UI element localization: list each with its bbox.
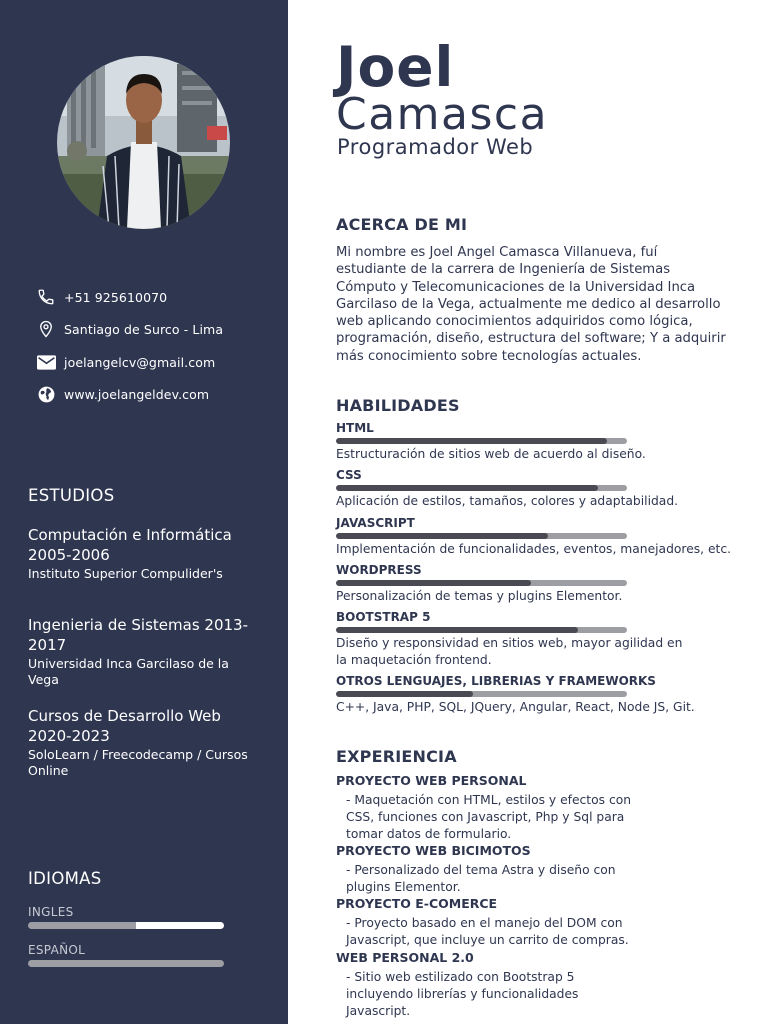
skill-bar xyxy=(336,438,627,444)
education-institution: SoloLearn / Freecodecamp / Cursos Online xyxy=(28,747,248,778)
language-name: INGLES xyxy=(28,905,74,919)
skill-name: HTML xyxy=(336,421,374,435)
experience-description: - Maquetación con HTML, estilos y efectos con CSS, funciones con Javascript, Php y Sql para tomar datos de formulario. xyxy=(346,793,632,841)
education-item xyxy=(28,706,260,779)
skill-bar-fill xyxy=(336,485,598,491)
skill-description: C++, Java, PHP, SQL, JQuery, Angular, React, Node JS, Git. xyxy=(336,700,695,714)
location-pin-icon xyxy=(36,319,56,339)
experience-title: PROYECTO E-COMERCE xyxy=(336,896,498,911)
phone-icon xyxy=(36,287,56,307)
email-icon xyxy=(36,352,56,372)
skill-bar-fill xyxy=(336,438,607,444)
education-institution: Instituto Superior Compulider's xyxy=(28,566,223,581)
phone-text: +51 925610070 xyxy=(64,289,168,305)
language-level-bar xyxy=(28,960,224,967)
skill-name: JAVASCRIPT xyxy=(336,516,415,530)
experience-item xyxy=(336,896,636,949)
language-item xyxy=(28,943,224,967)
skill-name: WORDPRESS xyxy=(336,563,422,577)
language-name: ESPAÑOL xyxy=(28,943,86,957)
job-title: Programador Web xyxy=(337,135,534,159)
skills-heading: HABILIDADES xyxy=(336,396,460,415)
skill-bar xyxy=(336,691,627,697)
skill-item xyxy=(336,563,736,605)
skill-item xyxy=(336,610,736,668)
experience-title: PROYECTO WEB BICIMOTOS xyxy=(336,843,531,858)
skill-item xyxy=(336,421,736,463)
skill-description: Estructuración de sitios web de acuerdo al diseño. xyxy=(336,447,646,461)
profile-photo-image xyxy=(57,56,230,229)
skill-bar xyxy=(336,533,627,539)
contact-phone xyxy=(36,287,167,307)
skill-bar-fill xyxy=(336,691,473,697)
location-text: Santiago de Surco - Lima xyxy=(64,321,224,337)
skill-bar xyxy=(336,580,627,586)
about-text: Mi nombre es Joel Angel Camasca Villanueva, fuí estudiante de la carrera de Ingeniería de Sistemas Cómputo y Telecomunicaciones de la Universidad Inca Garcilaso de la Vega, actualmente me dedico al desarrollo web aplicando conocimientos adquiridos como lógica, programación, diseño, estructura del software; Y a adquirir más conocimiento sobre tecnologías actuales. xyxy=(336,245,726,364)
skill-bar xyxy=(336,627,627,633)
skill-item xyxy=(336,674,736,716)
skill-bar-fill xyxy=(336,580,531,586)
language-item xyxy=(28,905,224,929)
languages-heading: IDIOMAS xyxy=(28,869,102,888)
education-degree: Cursos de Desarrollo Web 2020-2023 xyxy=(28,707,221,745)
skill-bar-fill xyxy=(336,627,578,633)
experience-description: - Proyecto basado en el manejo del DOM con Javascript, que incluye un carrito de compras. xyxy=(346,916,629,947)
skill-description: Diseño y responsividad en sitios web, mayor agilidad en la maquetación frontend. xyxy=(336,636,683,667)
experience-item xyxy=(336,843,636,896)
contact-location xyxy=(36,319,223,339)
education-heading: ESTUDIOS xyxy=(28,486,115,505)
skill-bar-fill xyxy=(336,533,548,539)
globe-icon xyxy=(36,384,56,404)
contact-email[interactable] xyxy=(36,352,215,372)
experience-item xyxy=(336,950,636,1019)
skill-description: Implementación de funcionalidades, eventos, manejadores, etc. xyxy=(336,542,732,556)
language-level-bar xyxy=(28,922,224,929)
experience-heading: EXPERIENCIA xyxy=(336,747,457,766)
experience-description: - Personalizado del tema Astra y diseño con plugins Elementor. xyxy=(346,863,616,894)
education-institution: Universidad Inca Garcilaso de la Vega xyxy=(28,656,229,687)
education-item xyxy=(28,525,260,582)
experience-description: - Sitio web estilizado con Bootstrap 5 incluyendo librerías y funcionalidades Javascript. xyxy=(346,970,579,1018)
email-link[interactable]: joelangelcv@gmail.com xyxy=(64,354,216,370)
sidebar xyxy=(0,0,288,1024)
skill-name: OTROS LENGUAJES, LIBRERIAS Y FRAMEWORKS xyxy=(336,674,656,688)
skill-description: Personalización de temas y plugins Elementor. xyxy=(336,589,623,603)
skill-description: Aplicación de estilos, tamaños, colores y adaptabilidad. xyxy=(336,494,679,508)
about-heading: ACERCA DE MI xyxy=(336,215,468,234)
profile-photo xyxy=(57,56,230,229)
skill-name: BOOTSTRAP 5 xyxy=(336,610,431,624)
experience-title: WEB PERSONAL 2.0 xyxy=(336,950,474,965)
website-link[interactable]: www.joelangeldev.com xyxy=(64,386,210,402)
first-name: Joel xyxy=(336,35,455,99)
education-degree: Ingenieria de Sistemas 2013-2017 xyxy=(28,616,248,654)
skill-item xyxy=(336,516,736,558)
experience-item xyxy=(336,773,636,842)
contact-website[interactable] xyxy=(36,384,209,404)
last-name: Camasca xyxy=(336,89,549,140)
skill-bar xyxy=(336,485,627,491)
education-item xyxy=(28,615,260,688)
experience-title: PROYECTO WEB PERSONAL xyxy=(336,773,527,788)
skill-item xyxy=(336,468,736,510)
education-degree: Computación e Informática 2005-2006 xyxy=(28,526,232,564)
skill-name: CSS xyxy=(336,468,362,482)
